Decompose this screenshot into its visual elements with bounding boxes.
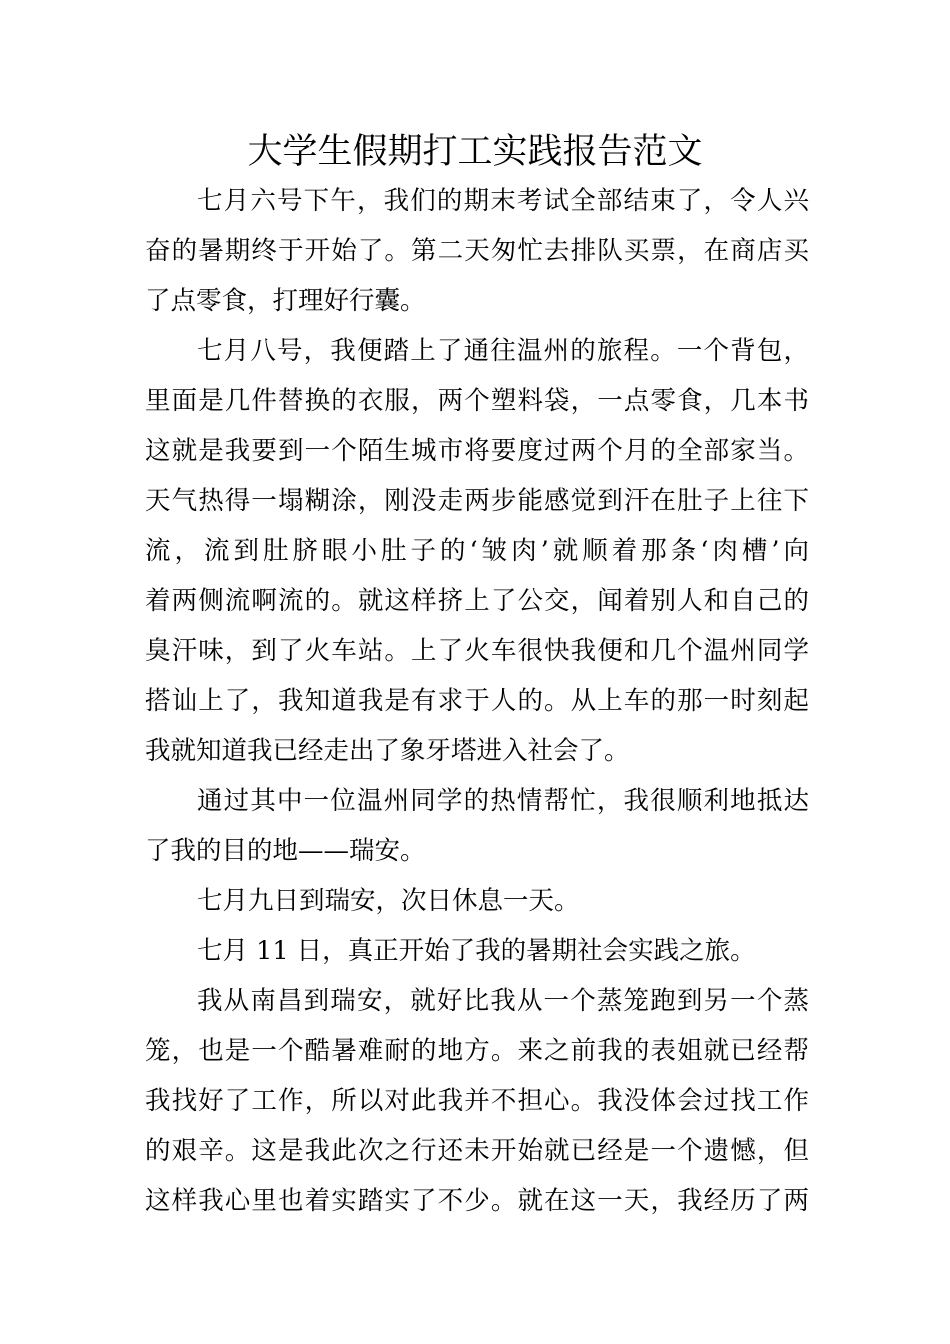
text-line: 我就知道我已经走出了象牙塔进入社会了。 <box>145 736 630 766</box>
document-title: 大学生假期打工实践报告范文 <box>247 132 703 172</box>
text-line: 我找好了工作，所以对此我并不担心。我没体会过找工作 <box>145 1086 809 1116</box>
text-line: 我从南昌到瑞安，就好比我从一个蒸笼跑到另一个蒸 <box>197 986 809 1016</box>
text-line: 了点零食，打理好行囊。 <box>145 286 426 316</box>
text-line: 七月八号，我便踏上了通往温州的旅程。一个背包， <box>197 336 809 366</box>
text-line: 七月九日到瑞安，次日休息一天。 <box>197 886 580 916</box>
text-line: 七月 11 日，真正开始了我的暑期社会实践之旅。 <box>197 936 756 966</box>
text-line: 奋的暑期终于开始了。第二天匆忙去排队买票，在商店买 <box>145 236 809 266</box>
text-line: 臭汗味，到了火车站。上了火车很快我便和几个温州同学 <box>145 636 809 666</box>
text-line: 流，流到肚脐眼小肚子的‘皱肉’就顺着那条‘肉槽’向 <box>145 536 809 566</box>
text-line: 笼，也是一个酷暑难耐的地方。来之前我的表姐就已经帮 <box>145 1036 809 1066</box>
text-line: 里面是几件替换的衣服，两个塑料袋，一点零食，几本书 <box>145 386 809 416</box>
text-line: 七月六号下午，我们的期末考试全部结束了，令人兴 <box>197 186 809 216</box>
text-line: 这样我心里也着实踏实了不少。就在这一天，我经历了两 <box>145 1186 809 1216</box>
text-line: 搭讪上了，我知道我是有求于人的。从上车的那一时刻起 <box>145 686 809 716</box>
text-line: 了我的目的地——瑞安。 <box>145 836 426 866</box>
document-body <box>145 176 809 1226</box>
text-line: 通过其中一位温州同学的热情帮忙，我很顺利地抵达 <box>197 786 809 816</box>
text-line: 这就是我要到一个陌生城市将要度过两个月的全部家当。 <box>145 436 809 466</box>
text-line: 着两侧流啊流的。就这样挤上了公交，闻着别人和自己的 <box>145 586 809 616</box>
text-line: 的艰辛。这是我此次之行还未开始就已经是一个遗憾，但 <box>145 1136 809 1166</box>
text-line: 天气热得一塌糊涂，刚没走两步能感觉到汗在肚子上往下 <box>145 486 809 516</box>
